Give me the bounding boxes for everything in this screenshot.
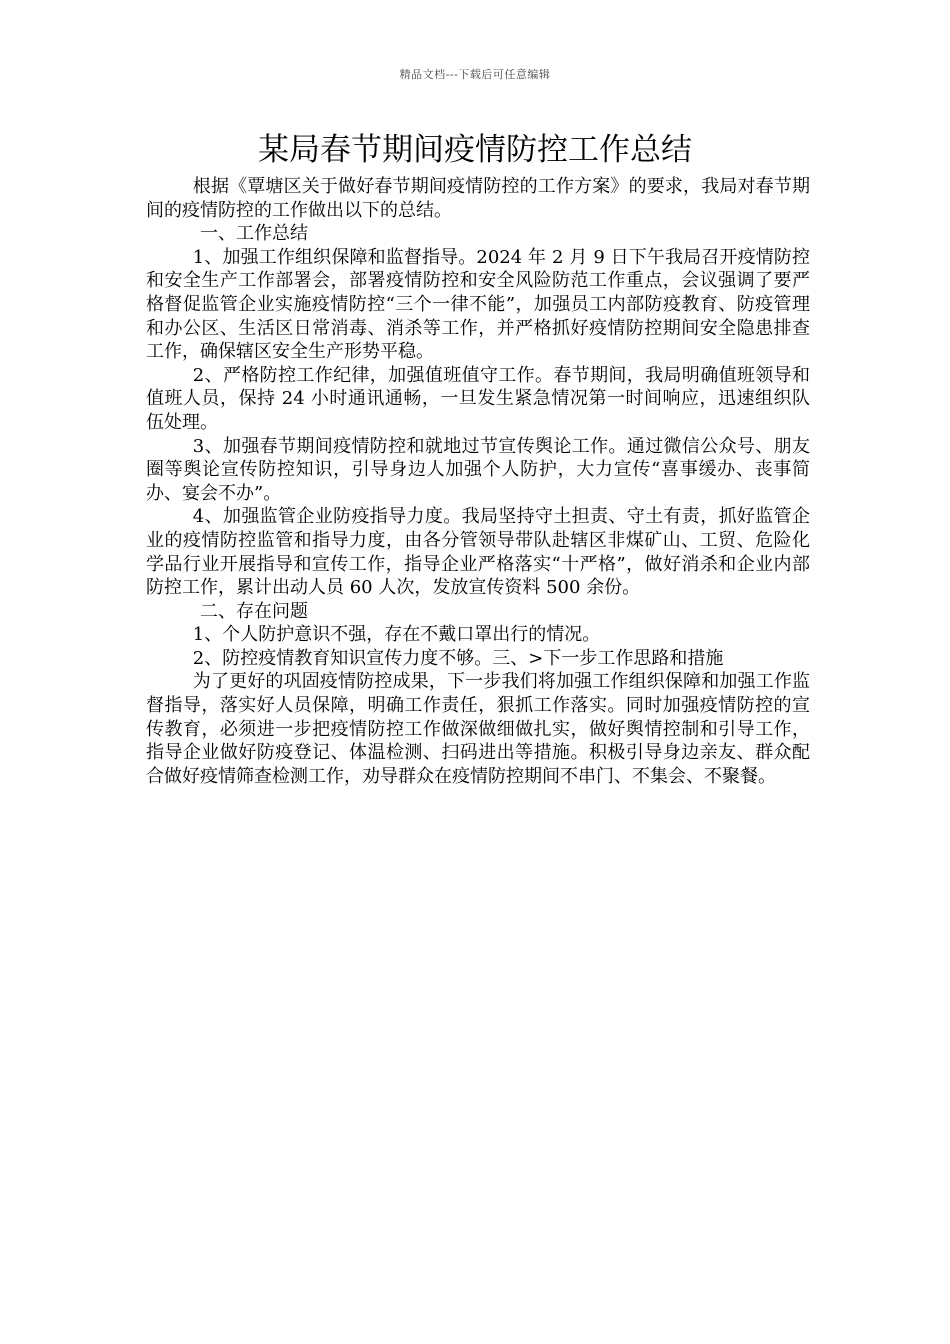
problem-item-2: 2、防控疫情教育知识宣传力度不够。三、>下一步工作思路和措施 <box>192 647 724 669</box>
document-body <box>146 175 810 788</box>
section-heading-work-summary: 一、工作总结 <box>200 223 308 245</box>
summary-item-2: 2、严格防控工作纪律，加强值班值守工作。春节期间，我局明确值班领导和值班人员，保持 24 小时通讯通畅，一旦发生紧急情况第一时间响应，迅速组织队伍处理。 <box>146 364 810 433</box>
next-steps-paragraph: 为了更好的巩固疫情防控成果，下一步我们将加强工作组织保障和加强工作监督指导，落实好人员保障，明确工作责任，狠抓工作落实。同时加强疫情防控的宣传教育，必须进一步把疫情防控工作做深做细做扎实，做好舆情控制和引导工作，指导企业做好防疫登记、体温检测、扫码进出等措施。积极引导身边亲友、群众配合做好疫情筛查检测工作，劝导群众在疫情防控期间不串门、不集会、不聚餐。 <box>146 671 810 787</box>
summary-item-3: 3、加强春节期间疫情防控和就地过节宣传舆论工作。通过微信公众号、朋友圈等舆论宣传防控知识，引导身边人加强个人防护，大力宣传“喜事缓办、丧事简办、宴会不办”。 <box>146 435 810 504</box>
intro-paragraph: 根据《覃塘区关于做好春节期间疫情防控的工作方案》的要求，我局对春节期间的疫情防控的工作做出以下的总结。 <box>146 176 810 221</box>
header-note: 精品文档---下载后可任意编辑 <box>399 68 551 81</box>
problem-item-1: 1、个人防护意识不强，存在不戴口罩出行的情况。 <box>192 624 601 646</box>
section-heading-problems: 二、存在问题 <box>200 600 308 622</box>
summary-item-4: 4、加强监管企业防疫指导力度。我局坚持守土担责、守土有责，抓好监管企业的疫情防控监管和指导力度，由各分管领导带队赴辖区非煤矿山、工贸、危险化学品行业开展指导和宣传工作，指导企业严格落实“十严格”，做好消杀和企业内部防控工作，累计出动人员 60 人次，发放宣传资料 500 余份。 <box>146 506 810 599</box>
summary-item-1: 1、加强工作组织保障和监督指导。2024 年 2 月 9 日下午我局召开疫情防控和安全生产工作部署会，部署疫情防控和安全风险防范工作重点，会议强调了要严格督促监管企业实施疫情防控“三个一律不能”，加强员工内部防疫教育、防疫管理和办公区、生活区日常消毒、消杀等工作，并严格抓好疫情防控期间安全隐患排查工作，确保辖区安全生产形势平稳。 <box>146 246 810 363</box>
document-title: 某局春节期间疫情防控工作总结 <box>258 132 692 168</box>
